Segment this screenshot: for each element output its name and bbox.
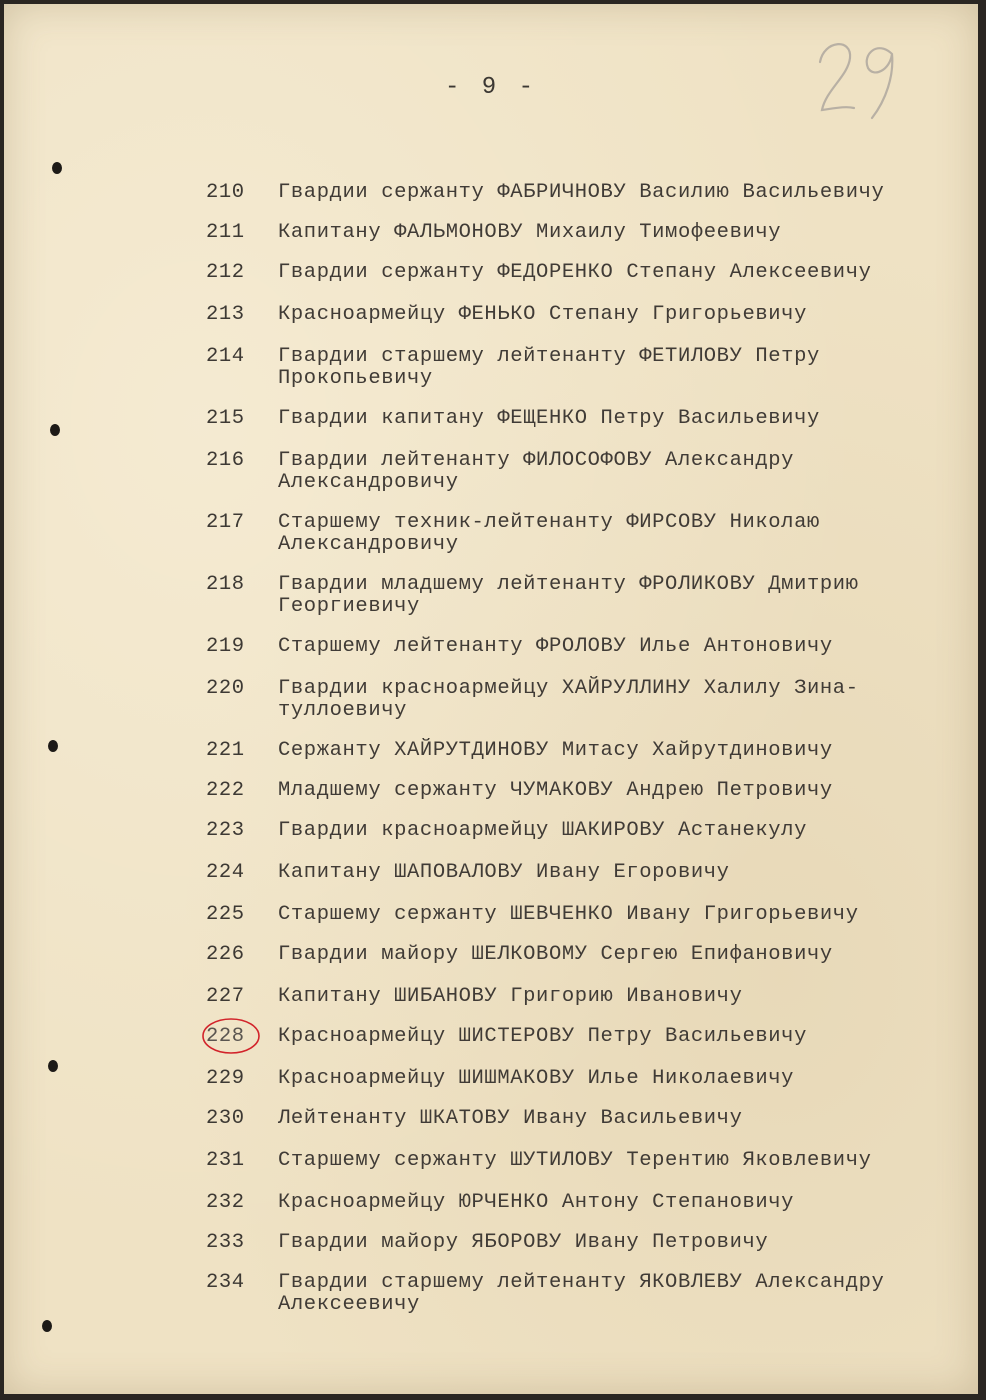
red-circle-mark <box>200 1016 262 1056</box>
entry-number: 214 <box>206 345 245 368</box>
entry-number: 219 <box>206 635 245 658</box>
entry-number: 229 <box>206 1067 245 1090</box>
entry-text: Гвардии красноармейцу ШАКИРОВУ Астанекулу <box>278 819 807 842</box>
entry-text: Гвардии майору ЯБОРОВУ Ивану Петровичу <box>278 1231 769 1254</box>
entry-text: Гвардии лейтенанту ФИЛОСОФОВУ Александру Александровичу <box>278 449 795 494</box>
entry-text: Гвардии старшему лейтенанту ЯКОВЛЕВУ Александру Алексеевичу <box>278 1271 885 1316</box>
entry-number: 218 <box>206 573 245 596</box>
entry-number: 212 <box>206 261 245 284</box>
binder-hole <box>48 740 58 752</box>
binder-hole <box>50 424 60 436</box>
entry-text: Гвардии майору ШЕЛКОВОМУ Сергею Епифановичу <box>278 943 833 966</box>
entry-number: 221 <box>206 739 245 762</box>
entry-text: Старшему техник-лейтенанту ФИРСОВУ Николаю Александровичу <box>278 511 820 556</box>
entry-text: Гвардии красноармейцу ХАЙРУЛЛИНУ Халилу Зина- туллоевичу <box>278 677 859 722</box>
entry-number: 234 <box>206 1271 245 1294</box>
entry-text: Капитану ШИБАНОВУ Григорию Ивановичу <box>278 985 743 1008</box>
entry-text: Младшему сержанту ЧУМАКОВУ Андрею Петровичу <box>278 779 833 802</box>
entry-number: 227 <box>206 985 245 1008</box>
entry-text: Старшему сержанту ШЕВЧЕНКО Ивану Григорьевичу <box>278 903 859 926</box>
page-number: - 9 - <box>444 74 537 101</box>
entry-number: 230 <box>206 1107 245 1130</box>
entry-text: Красноармейцу ШИСТЕРОВУ Петру Васильевичу <box>278 1025 807 1048</box>
entry-number: 231 <box>206 1149 245 1172</box>
entry-text: Гвардии старшему лейтенанту ФЕТИЛОВУ Петру Прокопьевичу <box>278 345 820 390</box>
entry-number: 217 <box>206 511 245 534</box>
entry-number: 215 <box>206 407 245 430</box>
entry-text: Старшему лейтенанту ФРОЛОВУ Илье Антоновичу <box>278 635 833 658</box>
entry-number: 220 <box>206 677 245 700</box>
entry-number: 223 <box>206 819 245 842</box>
entry-number: 211 <box>206 221 245 244</box>
archive-number-pencil <box>812 32 902 120</box>
entry-number: 225 <box>206 903 245 926</box>
binder-hole <box>52 162 62 174</box>
entry-text: Красноармейцу ШИШМАКОВУ Илье Николаевичу <box>278 1067 795 1090</box>
entry-number: 226 <box>206 943 245 966</box>
entry-text: Старшему сержанту ШУТИЛОВУ Терентию Яковлевичу <box>278 1149 872 1172</box>
entry-number: 216 <box>206 449 245 472</box>
binder-hole <box>42 1320 52 1332</box>
entry-text: Гвардии сержанту ФЕДОРЕНКО Степану Алексеевичу <box>278 261 872 284</box>
entry-number: 210 <box>206 181 245 204</box>
entry-number: 213 <box>206 303 245 326</box>
entry-text: Гвардии сержанту ФАБРИЧНОВУ Василию Васильевичу <box>278 181 885 204</box>
entry-text: Красноармейцу ЮРЧЕНКО Антону Степановичу <box>278 1191 795 1214</box>
entry-text: Сержанту ХАЙРУТДИНОВУ Митасу Хайрутдиновичу <box>278 739 833 762</box>
entry-number: 222 <box>206 779 245 802</box>
entry-number: 228 <box>206 1025 245 1048</box>
entry-text: Гвардии младшему лейтенанту ФРОЛИКОВУ Дмитрию Георгиевичу <box>278 573 859 618</box>
entry-text: Капитану ШАПОВАЛОВУ Ивану Егоровичу <box>278 861 730 884</box>
entry-text: Красноармейцу ФЕНЬКО Степану Григорьевичу <box>278 303 807 326</box>
entry-number: 224 <box>206 861 245 884</box>
entry-number: 232 <box>206 1191 245 1214</box>
binder-hole <box>48 1060 58 1072</box>
entry-number: 233 <box>206 1231 245 1254</box>
entry-text: Капитану ФАЛЬМОНОВУ Михаилу Тимофеевичу <box>278 221 782 244</box>
entry-text: Лейтенанту ШКАТОВУ Ивану Васильевичу <box>278 1107 743 1130</box>
document-page <box>4 4 978 1394</box>
entry-text: Гвардии капитану ФЕЩЕНКО Петру Васильевичу <box>278 407 820 430</box>
